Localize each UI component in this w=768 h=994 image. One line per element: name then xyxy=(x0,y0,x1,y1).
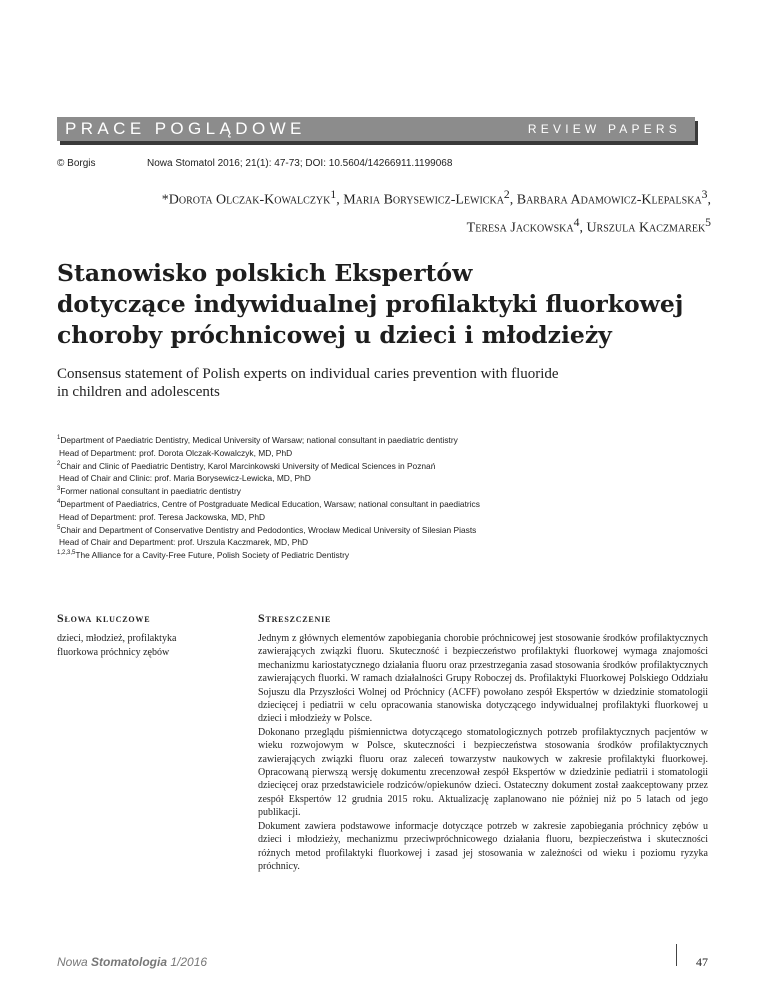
affiliation-line xyxy=(57,536,717,549)
article-title xyxy=(57,258,717,351)
affiliation-line xyxy=(57,511,717,524)
affiliation-text: The Alliance for a Cavity-Free Future, Polish Society of Pediatric Dentistry xyxy=(75,550,350,561)
keywords-text xyxy=(57,632,242,659)
abstract-paragraph: Jednym z głównych elementów zapobiegania chorobie próchnicowej jest stosowanie środków profilaktycznych zawierających związki fluoru. Skuteczność i bezpieczeństwo profilaktyki fluorkowej wymaga znajomości mechanizmu kariostatycznego działania fluoru oraz przestrzegania zasad stosowania środków profilaktycznych zawierających fluorki. W ramach działalności Grupy Roboczej ds. Profilaktyki Fluorkowej Polskiego Oddziału Sojuszu dla Przyszłości Wolnej od Próchnicy (ACFF) powołano zespół Ekspertów w dziedzinie stomatologii dziecięcej i pediatrii w celu opracowania stanowiska dotyczącego indywidualnej profilaktyki fluorkowej u dzieci i młodzieży w Polsce. xyxy=(258,633,708,725)
abstract-paragraph: Dokument zawiera podstawowe informacje dotyczące potrzeb w zakresie zapobiegania próchnicy zębów u dzieci i młodzieży, mechanizmu przeciwpróchnicowego działania fluoru, bezpieczeństwa i skuteczności różnych metod profilaktyki fluorkowej i zasad jej stosowania w zależności od wieku i poziomu ryzyka próchnicy. xyxy=(258,820,708,872)
author-affiliation-sup: 5 xyxy=(705,215,711,229)
author-line-1: *Dorota Olczak-Kowalczyk$^1$, Maria Borysewicz-Lewicka$^2$, Barbara Adamowicz-Klepalska$^3$, xyxy=(161,188,711,208)
author-list xyxy=(31,184,711,239)
banner-bar xyxy=(57,117,695,141)
citation-doi: Nowa Stomatol 2016; 21(1): 47-73; DOI: 10.5604/14266911.1199068 xyxy=(147,158,453,169)
affiliation-text: Department of Paediatric Dentistry, Medical University of Warsaw; national consultant in paediatric dentistry xyxy=(60,435,458,445)
affiliation-line xyxy=(57,447,717,460)
affiliation-sup: 3 xyxy=(57,486,61,493)
keywords-line: fluorkowa próchnicy zębów xyxy=(57,646,170,658)
title-line: choroby próchnicowej u dzieci i młodzieży xyxy=(57,321,612,349)
abstract-heading: Streszczenie xyxy=(258,611,332,625)
abstract-body xyxy=(258,632,708,873)
author-affiliation-sup: 1 xyxy=(330,188,337,201)
author-affiliation-sup: 4 xyxy=(573,215,580,229)
affiliation-text: Former national consultant in paediatric dentistry xyxy=(60,486,241,497)
affiliation-line xyxy=(57,524,717,537)
affiliation-list xyxy=(57,434,717,562)
affiliation-line xyxy=(57,472,717,485)
author-affiliation-sup: 3 xyxy=(701,188,708,201)
journal-name-bold: Stomatologia xyxy=(91,955,168,969)
affiliation-line xyxy=(57,549,717,562)
affiliation-text: Department of Paediatrics, Centre of Postgraduate Medical Education, Warsaw; national consultant in paediatrics xyxy=(60,498,480,509)
author-name: Maria Borysewicz-Lewicka xyxy=(343,192,504,208)
affiliation-sup: 4 xyxy=(57,498,61,505)
keywords-line: dzieci, młodzież, profilaktyka xyxy=(57,633,177,644)
subtitle-line: Consensus statement of Polish experts on individual caries prevention with fluoride xyxy=(57,366,559,382)
publisher-copyright: © Borgis xyxy=(57,158,96,169)
affiliation-line xyxy=(57,485,717,498)
footer-journal-name xyxy=(57,955,207,969)
english-title xyxy=(57,365,717,401)
affiliation-text: Chair and Department of Conservative Dentistry and Pedodontics, Wrocław Medical University of Silesian Piasts xyxy=(60,524,477,535)
affiliation-line xyxy=(57,434,717,447)
author-affiliation-sup: 2 xyxy=(503,188,510,201)
abstract-paragraph: Dokonano przeglądu piśmiennictwa dotyczącego stomatologicznych potrzeb profilaktycznych pacjentów w wieku rozwojowym w Polsce, skuteczności i bezpieczeństwa stosowania środków profilaktycznych zawierających związki fluoru oraz zaleceń towarzystw naukowych w zakresie profilaktyki fluorkowej. Opracowaną pierwszą wersję dokumentu zrecenzował zespół Ekspertów w dziedzinie pediatrii i stomatologii dziecięcej oraz przedstawiciele rodziców/opiekunów dzieci. Ostateczny dokument został zaakceptowany przez zespół Ekspertów 12 grudnia 2015 roku. Aktualizację zaplanowano nie później niż po 5 latach od jego publikacji. xyxy=(258,726,708,819)
page-number: 47 xyxy=(696,955,708,969)
author-name: Urszula Kaczmarek xyxy=(586,220,706,236)
affiliation-text: Head of Chair and Clinic: prof. Maria Borysewicz-Lewicka, MD, PhD xyxy=(59,473,311,484)
journal-issue: 1/2016 xyxy=(167,955,208,969)
banner-label-english: REVIEW PAPERS xyxy=(527,122,681,136)
affiliation-line xyxy=(57,460,717,473)
subtitle-line: in children and adolescents xyxy=(57,384,220,400)
affiliation-sup: 1,2,3,5 xyxy=(57,550,76,557)
journal-name-plain: Nowa xyxy=(57,955,92,969)
author-name: Barbara Adamowicz-Klepalska xyxy=(516,192,702,208)
title-line: Stanowisko polskich Ekspertów xyxy=(57,259,473,287)
author-name: *Dorota Olczak-Kowalczyk xyxy=(161,192,331,208)
keywords-heading: Słowa kluczowe xyxy=(57,611,151,625)
affiliation-sup: 5 xyxy=(57,524,61,531)
affiliation-sup: 1 xyxy=(57,435,61,441)
affiliation-text: Chair and Clinic of Paediatric Dentistry, Karol Marcinkowski University of Medical Sciences in Poznań xyxy=(60,460,436,471)
title-line: dotyczące indywidualnej profilaktyki fluorkowej xyxy=(57,290,684,318)
affiliation-text: Head of Department: prof. Teresa Jackowska, MD, PhD xyxy=(59,511,266,522)
affiliation-text: Head of Chair and Department: prof. Urszula Kaczmarek, MD, PhD xyxy=(59,537,309,548)
affiliation-sup: 2 xyxy=(57,460,61,467)
author-name: Teresa Jackowska xyxy=(466,220,574,236)
footer-divider xyxy=(676,944,677,966)
section-banner xyxy=(57,117,695,141)
author-line-2: Teresa Jackowska$^4$, Urszula Kaczmarek$^5$ xyxy=(466,215,711,236)
affiliation-line xyxy=(57,498,717,511)
affiliation-text: Head of Department: prof. Dorota Olczak-Kowalczyk, MD, PhD xyxy=(59,447,293,458)
banner-label-polish: PRACE POGLĄDOWE xyxy=(65,119,306,138)
